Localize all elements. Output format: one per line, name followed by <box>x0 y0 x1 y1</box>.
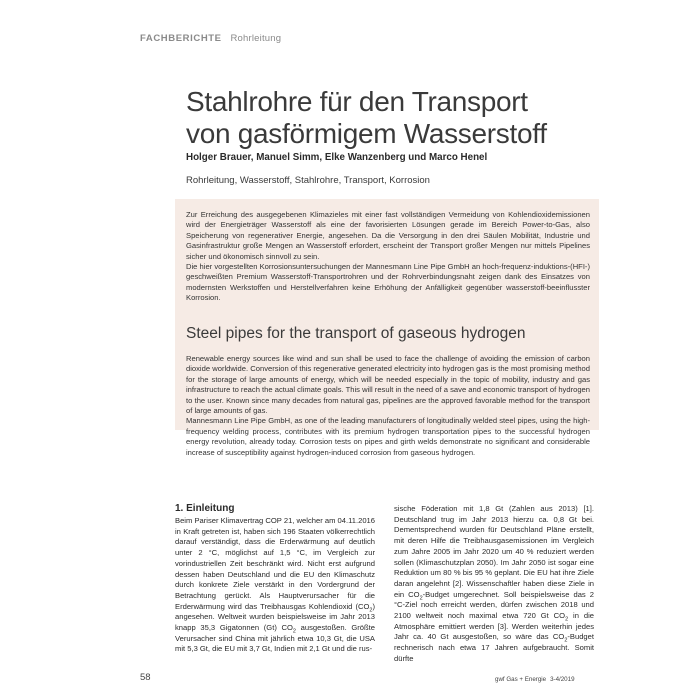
body-text: in die Atmosphäre emittiert werden [3]. Werden weiterhin jedes Jahr ca. 40 Gt ausgestoßen, so wäre das CO <box>394 611 594 642</box>
title-line-1: Stahlrohre für den Transport <box>186 86 528 117</box>
section-heading-introduction: 1. Einleitung <box>175 503 235 514</box>
journal-footer <box>495 676 575 683</box>
abstract-en-paragraph-1: Renewable energy sources like wind and sun shall be used to face the challenge of avoiding the emission of carbon dioxide worldwide. Conversion of this regenerative generated electricity into hydrogen gas is the most promising method for the storage of large amounts of energy, which will be needed especially in the topic of mobility, industry and gas infrastructure to reach the actual climate goals. This will result in the need of a save and economic transport of hydrogen to the user. Known since many decades from natural gas, pipelines are the approved favorable method for the transport of large amounts of gas. <box>186 354 590 416</box>
body-text: Beim Pariser Klimavertrag COP 21, welcher am 04.11.2016 in Kraft getreten ist, haben sich 196 Staaten völkerrechtlich darauf verständigt, dass die Erderwärmung auf deutlich unter 2 °C, möglichst auf 1,5 °C, im Vergleich zur vorindustriellen Zeit beschränkt wird. Nicht erst aufgrund dessen haben Deutschland und die EU den Klimaschutz durch konkrete Ziele verstärkt in den Vordergrund der Betrachtung gerückt. Als Hauptverursacher für die Erderwärmung wird das Treibhausgas Kohlendioxid (CO <box>175 516 375 611</box>
body-text: ausgestoßen. Größte Verursacher sind China mit jährlich etwa 10,3 Gt, die USA mit 5,3 Gt, die EU mit 3,7 Gt, Indien mit 2,1 Gt und die rus- <box>175 623 375 654</box>
journal-name: gwf Gas + Energie <box>495 676 547 683</box>
article-keywords: Rohrleitung, Wasserstoff, Stahlrohre, Transport, Korrosion <box>186 175 430 186</box>
abstract-english <box>186 354 590 458</box>
body-paragraph-right <box>394 504 594 665</box>
abstract-de-paragraph-1: Zur Erreichung des ausgegebenen Klimazieles mit einer fast vollständigen Vermeidung von Kohlendioxidemissionen wird der Energieträger Wasserstoff als eine der favorisierten Lösungen gerade im Bereich Power-to-Gas, also Speicherung von regenerativer Energie, angesehen. Da die Versorgung in den drei Säulen Mobilität, Industrie und Gasinfrastruktur große Mengen an Wasserstoff erfordert, erscheint der Transport großer Mengen nur mittels Pipelines sicher und ökonomisch sinnvoll zu sein. <box>186 210 590 261</box>
subscript: 2 <box>564 637 568 644</box>
subscript: 2 <box>369 607 373 614</box>
abstract-de-paragraph-2: Die hier vorgestellten Korrosionsuntersuchungen der Mannesmann Line Pipe GmbH an hoch-frequenz-induktions-(HFI-) geschweißten Premium Wasserstoff-Transportrohren und der Rohrverbindungsnaht zeigen dank des Einsatzes von modernsten Werkstoffen und Herstellverfahren keine Erhöhung der Anfälligkeit gegenüber wasserstoff-beeinflusster Korrosion. <box>186 262 590 303</box>
page-number: 58 <box>140 672 151 683</box>
section-header <box>140 33 281 44</box>
body-paragraph-left <box>175 516 375 655</box>
section-label: FACHBERICHTE <box>140 33 222 44</box>
body-text: -Budget rechnerisch nach etwa 17 Jahren aufgebraucht. Somit dürfte <box>394 632 594 663</box>
body-text: sische Föderation mit 1,8 Gt (Zahlen aus 2013) [1]. Deutschland trug im Jahr 2013 hierzu ca. 0,8 Gt bei. Dementsprechend wurden für Deutschland Pläne erstellt, mit deren Hilfe die Treibhausgasemissionen im Vergleich zum Jahre 2005 im Jahr 2020 um 40 % reduziert werden sollen (Klimaschutzplan 2050). Im Jahr 2050 ist sogar eine Reduktion um 80 % bis 95 % geplant. Die EU hat ihre Ziele daran angelehnt [2]. Wissenschaftler haben diese Ziele in ein CO <box>394 504 594 599</box>
body-column-right <box>394 504 594 665</box>
subscript: 2 <box>565 616 569 623</box>
body-column-left <box>175 502 375 655</box>
subsection-label: Rohrleitung <box>230 33 282 44</box>
subscript: 2 <box>292 628 296 635</box>
english-title: Steel pipes for the transport of gaseous hydrogen <box>186 325 526 342</box>
subscript: 2 <box>419 595 423 602</box>
body-text: -Budget umgerechnet. Soll beispielsweise das 2 °C-Ziel noch erreicht werden, dürfen zwischen 2018 und 2100 weltweit noch maximal etwa 720 Gt CO <box>394 589 594 621</box>
title-line-2: von gasförmigem Wasserstoff <box>186 118 547 149</box>
abstract-german <box>186 210 590 304</box>
article-title <box>186 86 606 150</box>
article-authors: Holger Brauer, Manuel Simm, Elke Wanzenberg und Marco Henel <box>186 152 488 163</box>
body-text: ) angesehen. Weltweit wurden beispielsweise im Jahr 2013 knapp 35,3 Gigatonnen (Gt) CO <box>175 601 375 633</box>
abstract-en-paragraph-2: Mannesmann Line Pipe GmbH, as one of the leading manufacturers of longitudinally welded steel pipes, using the high-frequency welding process, contributes with its premium hydrogen transportation pipes to the successful hydrogen energy revolution, already today. Corrosion tests on pipes and girth welds demonstrate no significant and considerable increase of susceptibility against hydrogen-induced corrosion from gaseous hydrogen. <box>186 416 590 457</box>
journal-issue: 3-4/2019 <box>550 676 575 683</box>
